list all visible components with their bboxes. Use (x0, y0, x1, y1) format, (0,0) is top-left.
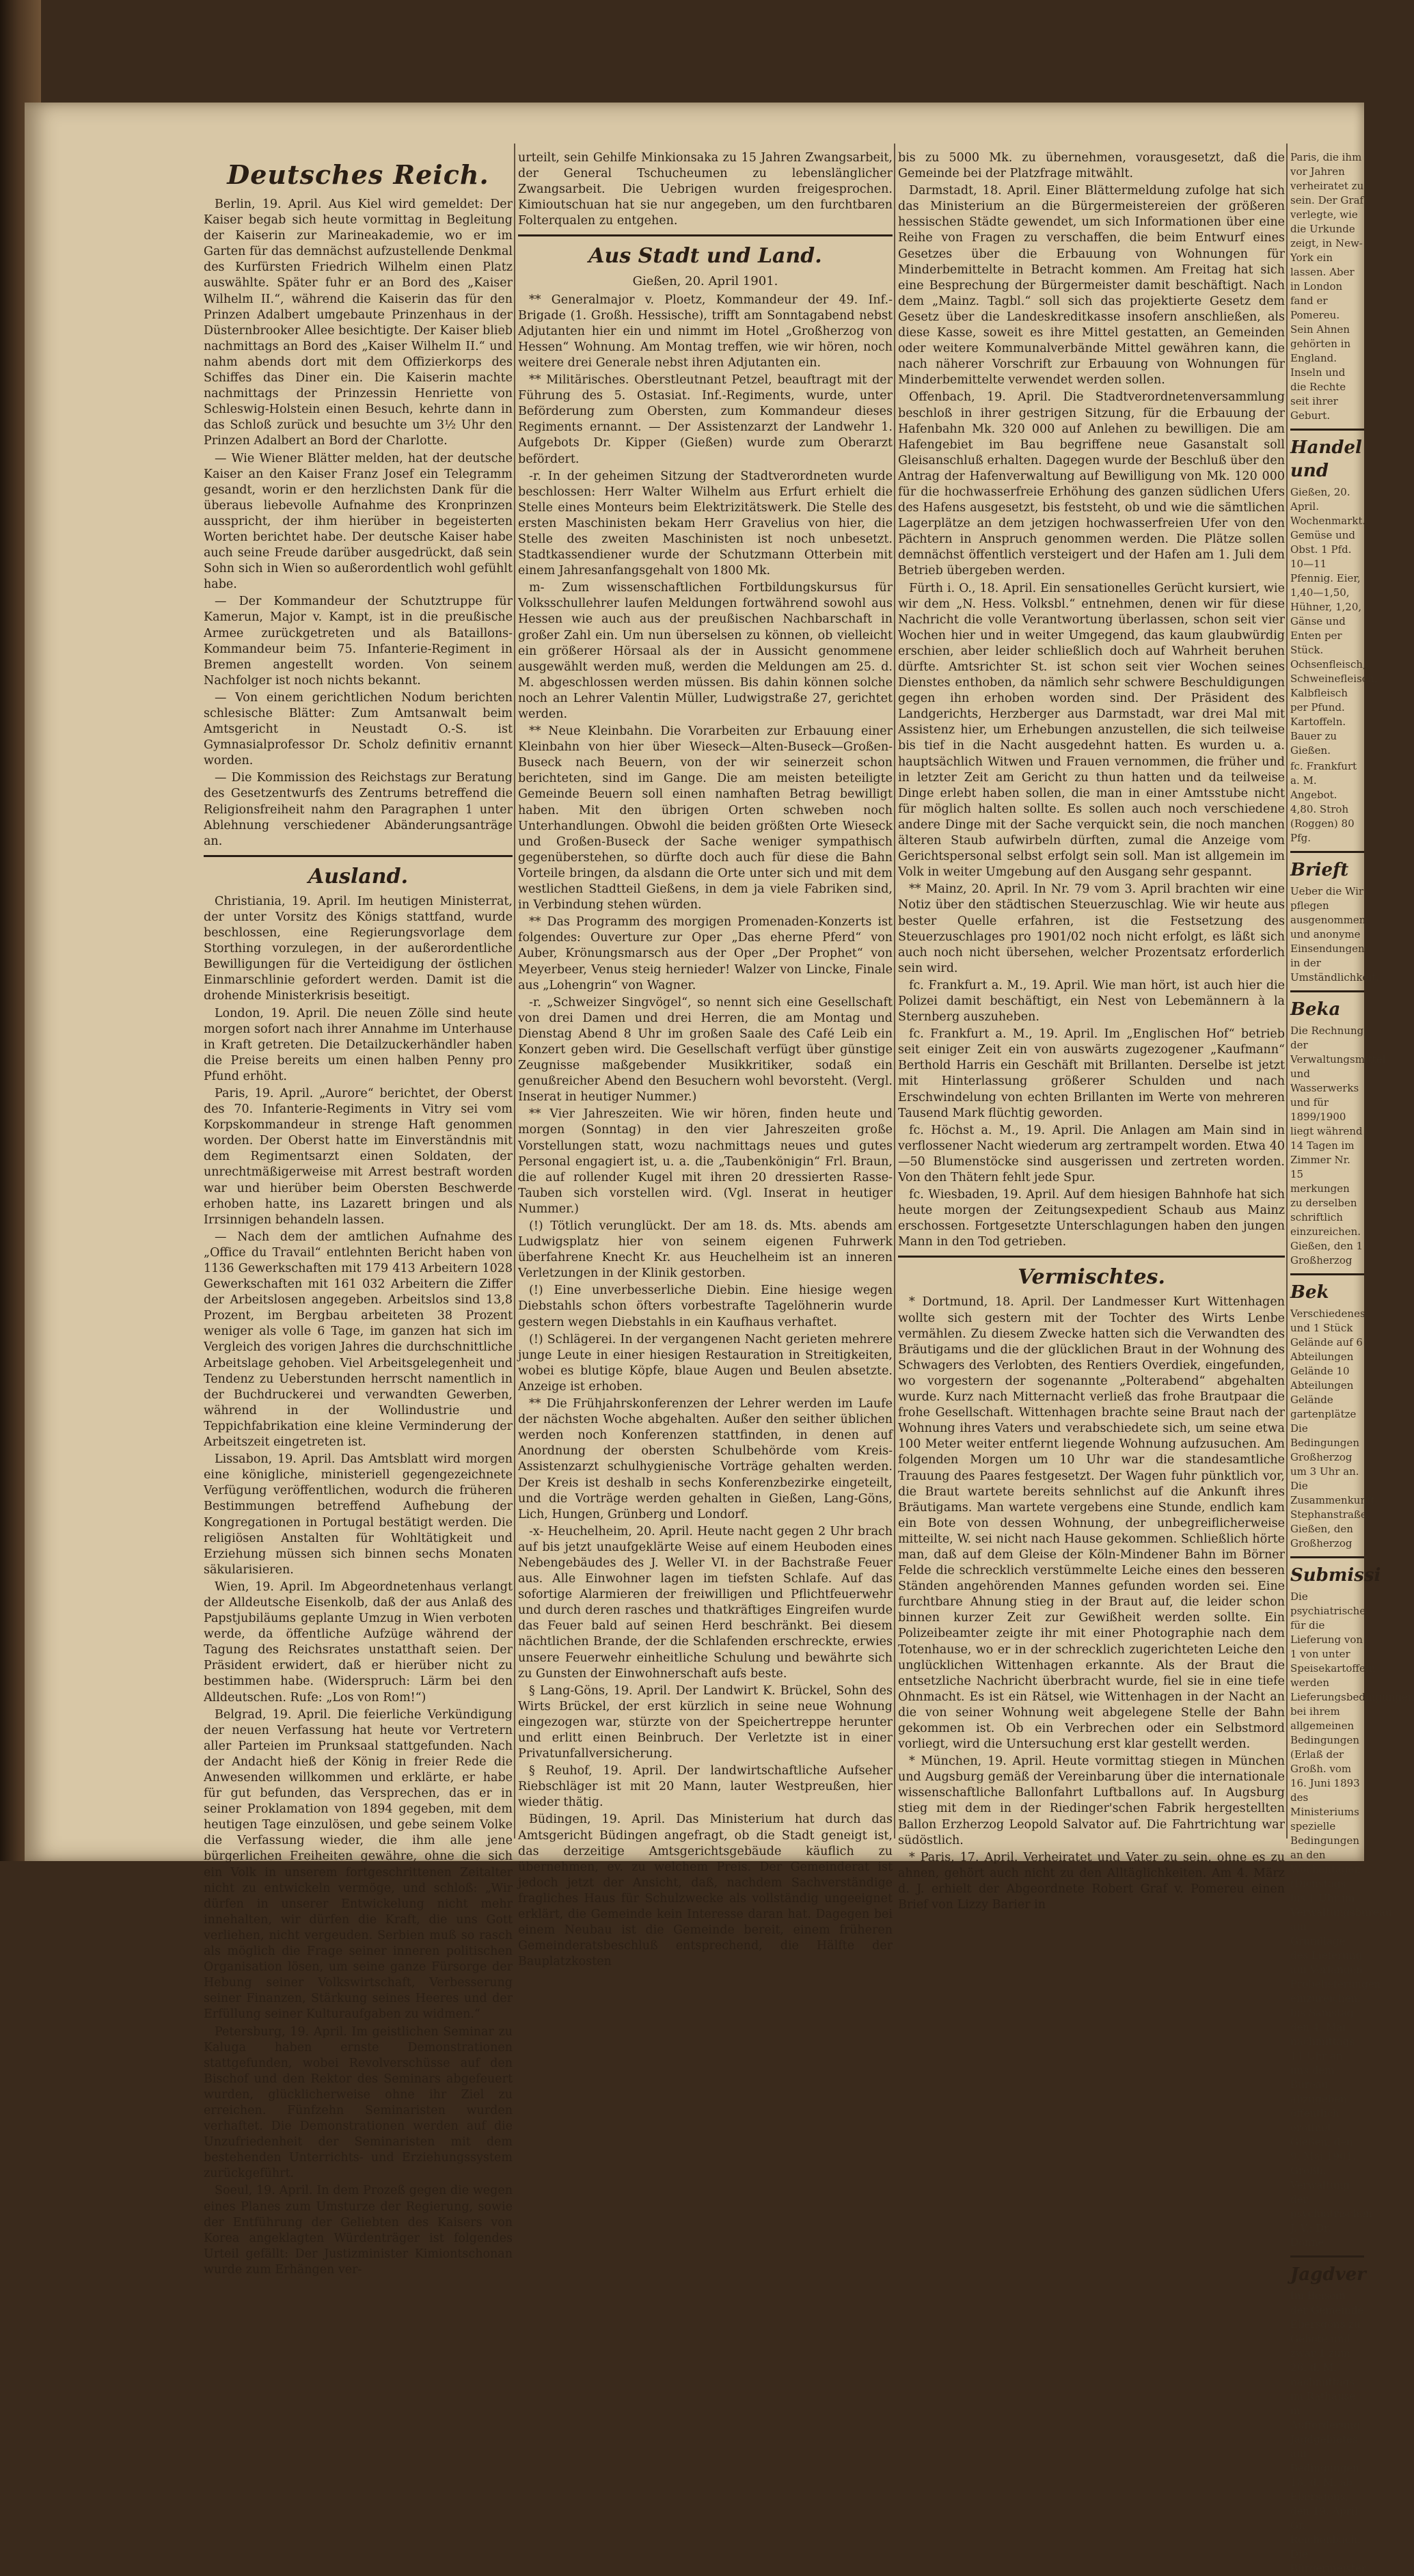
article-paragraph: — Wie Wiener Blätter melden, hat der deutsche Kaiser an den Kaiser Franz Josef ein Telegramm gesandt, worin er den herzlichsten Dank für die überaus liebevolle Aufnahme des Kronprinzen ausspricht, der ihm hierüber in begeisterten Worten berichtet habe. Der deutsche Kaiser habe auch seine Freude darüber ausgedrückt, daß sein Sohn sich in Wien so außerordentlich wohl gefühlt habe. (204, 451, 513, 592)
column-divider (1286, 144, 1288, 1839)
article-paragraph: Paris, 19. April. „Aurore“ berichtet, der Oberst des 70. Infanterie-Regiments in Vitry sei vom Korpskommandeur in strenge Haft genommen worden. Der Oberst hatte im Einverständnis mit dem Regimentsarzt einen Soldaten, der unrechtmäßigerweise mit Arrest bestraft worden war und hierüber beim Obersten Beschwerde erhoben hatte, ins Lazarett bringen und als Irrsinnigen behandeln lassen. (204, 1086, 513, 1227)
article-paragraph: ** Die Frühjahrskonferenzen der Lehrer werden im Laufe der nächsten Woche abgehalten. Außer den seither üblichen werden noch Konferenzen stattfinden, in denen auf Anordnung der obersten Schulbehörde vom Kreis-Assistenzarzt schulhygienische Vorträge gehalten werden. Der Kreis ist deshalb in sechs Konferenzbezirke eingeteilt, und die Vorträge werden gehalten in Gießen, Lang-Göns, Lich, Hungen, Grünberg und Londorf. (518, 1397, 893, 1521)
newspaper-page (25, 103, 1414, 2575)
article-paragraph: ** Generalmajor v. Ploetz, Kommandeur der 49. Inf.-Brigade (1. Großh. Hessische), trifft am Sonntagabend nebst Adjutanten hier ein und nimmt im Hotel „Großherzog von Hessen“ Wohnung. Am Montag treffen, wie wir hören, noch weitere drei Generale nebst ihren Adjutanten ein. (518, 293, 893, 370)
article-paragraph: ** Mainz, 20. April. In Nr. 79 vom 3. April brachten wir eine Notiz über den städtischen Steuerzuschlag. Wie wir heute aus bester Quelle erfahren, ist die Festsetzung des Steuerzuschlages pro 1901/02 noch nicht erfolgt, es läßt sich auch noch nicht übersehen, welcher Prozentsatz erforderlich sein wird. (898, 882, 1285, 975)
section-heading: Aus Stadt und Land. (588, 244, 822, 269)
article-paragraph: § Reuhof, 19. April. Der landwirtschaftliche Aufseher Riebschläger ist mit 20 Mann, lauter Westpreußen, hier wieder thätig. (518, 1764, 893, 1810)
article-paragraph: m- Zum wissenschaftlichen Fortbildungskursus für Volksschullehrer laufen Meldungen fortwährend sowohl aus Hessen wie auch aus der preußischen Nachbarschaft in großer Zahl ein. Um nun überselsen zu können, ob vielleicht ein größerer Hörsaal als der in Aussicht genommene ausgewählt werden muß, werden die Meldungen am 25. d. M. abgeschlossen werden müssen. Bis dahin können solche noch an Lehrer Valentin Müller, Ludwigstraße 27, gerichtet werden. (518, 581, 893, 721)
article-paragraph: Die psychiatrische für die Lieferung von 1 von unter Speisekartoffeln werden Lieferungsbedingungen bei ihrem allgemeinen Bedingungen (Erlaß der Großh. vom 16. Juni 1893 des Ministeriums spezielle Bedingungen an den Wochentagen (Dienstags bis 1 Uhr im Verwaltungsbureau auf Grundlage des Lieferung auf Verlangen Probelieferungen einzureichen. bis Samstag den 4. Mai nachmittags 11 Uhr an uns dem Bureau abzugeben öffentlich eröffnet. Gießen, den 9. Mai 1901. Großh. Verwaltung der psychiatrischen J. V.: Dr. Donne (1290, 1590, 1414, 2249)
article-paragraph: Verschiedenes und 1 Stück Gelände auf 6 Abteilungen Gelände 10 Abteilungen Gelände gartenplätze Die Bedingungen Großherzog um 3 Uhr an. Die Zusammenkunft Stephanstraße. Gießen, den Großherzog (1290, 1307, 1375, 1549)
article-paragraph: fc. Frankfurt a. M., 19. April. Wie man hört, ist auch hier die Polizei damit beschäftigt, ein Nest von Lebemännern à la Sternberg auszuheben. (898, 978, 1285, 1025)
article-paragraph: (!) Eine unverbesserliche Diebin. Eine hiesige wegen Diebstahls schon öfters vorbestrafte Tagelöhnerin wurde gestern wegen Diebstahls in ein Kaufhaus verhaftet. (518, 1284, 893, 1329)
article-paragraph: Christiania, 19. April. Im heutigen Ministerrat, der unter Vorsitz des Königs stattfand, wurde beschlossen, eine Regierungsvorlage dem Storthing vorzulegen, in der außerordentliche Bewilligungen für die Verteidigung der östlichen Einmarschlinie gefordert werden. Damit ist die drohende Ministerkrisis beseitigt. (204, 894, 513, 1003)
article-paragraph: (!) Tötlich verunglückt. Der am 18. ds. Mts. abends am Ludwigsplatz hier von seinem eigenen Fuhrwerk überfahrene Knecht Kr. aus Heuchelheim ist an inneren Verletzungen in der Klinik gestorben. (518, 1219, 893, 1281)
article-paragraph: fc. Frankfurt a. M., 19. April. Im „Englischen Hof“ betrieb seit einiger Zeit ein von auswärts zugezogener „Kaufmann“ Berthold Harris ein Geschäft mit Brillanten. Derselbe ist jetzt mit Hinterlassung größerer Schulden und nach Erschwindelung von echten Brillanten im Werte von mehreren Tausend Mark flüchtig geworden. (898, 1027, 1285, 1120)
edge-heading: Beka (1290, 999, 1341, 1020)
section-heading: Vermischtes. (1018, 1265, 1165, 1290)
section-rule (1290, 1273, 1364, 1275)
edge-heading: Brieft (1290, 860, 1349, 880)
article-paragraph: London, 19. April. Die neuen Zölle sind heute morgen sofort nach ihrer Annahme im Unterhause in Kraft getreten. Die Detailzuckerhändler haben die Preise bereits um einen halben Penny pro Pfund erhöht. (204, 1006, 513, 1083)
dateline: Gießen, 20. April 1901. (632, 274, 778, 289)
article-paragraph: * München, 19. April. Heute vormittag stiegen in München und Augsburg gemäß der Vereinbarung über die internationale wissenschaftliche Ballonfahrt Luftballons auf. In Augsburg stieg mit dem in der Riedinger'schen Fabrik hergestellten Ballon Erzherzog Leopold Salvator auf. Die Fahrtrichtung war südöstlich. (898, 1754, 1285, 1847)
column-4-cropped-edge (1290, 150, 1414, 2575)
article-paragraph: Wien, 19. April. Im Abgeordnetenhaus verlangt der Alldeutsche Eisenkolb, daß der aus Anlaß des Papstjubiläums geplante Umzug in Wien verboten werde, da öffentliche Aufzüge während der Tagung des Reichsrates unstatthaft seien. Der Präsident erwidert, daß er hierüber nicht zu bestimmen habe. (Widerspruch: Lärm bei den Alldeutschen. Rufe: „Los von Rom!“) (204, 1580, 513, 1705)
column-3 (898, 150, 1285, 1912)
column-1 (204, 150, 513, 2277)
section-heading: Ausland. (308, 864, 409, 889)
section-heading: Deutsches Reich. (227, 159, 489, 190)
section-rule (1290, 429, 1364, 431)
article-paragraph: bis zu 5000 Mk. zu übernehmen, vorausgesetzt, daß die Gemeinde bei der Platzfrage mitwählt. (898, 151, 1285, 181)
article-paragraph: — Nach dem der amtlichen Aufnahme des „Office du Travail“ entlehnten Bericht haben von 1136 Gewerkschaften mit 179 413 Arbeitern 1028 Gewerkschaften mit 161 032 Arbeitern die Ziffer der Arbeitslosen angegeben. Arbeitslos sind 13,8 Prozent, im Bergbau arbeiteten 38 Prozent weniger als volle 6 Tage, im ganzen hat sich im Vergleich des vorigen Jahres die durchschnittliche Arbeitslage gehoben. Viel Arbeitsgelegenheit und Tendenz zu Ueberstunden herrscht namentlich in der Buchdruckerei und verwandten Gewerben, während in der Wollindustrie und Teppichfabrikation eine kleine Verminderung der Arbeitszeit eingetreten ist. (204, 1230, 513, 1450)
article-paragraph: Lissabon, 19. April. Das Amtsblatt wird morgen eine königliche, ministeriell gegengezeichnete Verfügung veröffentlichen, wodurch die früheren Bestimmungen betreffend Aufhebung der Kongregationen in Portugal bestätigt werden. Die religiösen Anstalten für Wohltätigkeit und Erziehung müssen sich binnen sechs Monaten säkularisieren. (204, 1452, 513, 1577)
section-rule (1290, 2255, 1364, 2258)
article-paragraph: Berlin, 19. April. Aus Kiel wird gemeldet: Der Kaiser begab sich heute vormittag in Begleitung der Kaiserin zur Marineakademie, wo er im Garten für das demnächst aufzustellende Denkmal des Kurfürsten Friedrich Wilhelm einen Platz auswählte. Später fuhr er an Bord des „Kaiser Wilhelm II.“, während die Kaiserin das für den Prinzen Adalbert umgebaute Prinzenhaus in der Düsternbrooker Allee besichtigte. Der Kaiser blieb nachmittags an Bord des „Kaiser Wilhelm II.“ und nahm abends dort mit dem Offizierkorps des Schiffes das Diner ein. Die Kaiserin machte nachmittags der Prinzessin Henriette von Schleswig-Holstein einen Besuch, kehrte dann in das Schloß zurück und besuchte um 3½ Uhr den Prinzen Adalbert an Bord der Charlotte. (204, 198, 513, 448)
article-paragraph: Fürth i. O., 18. April. Ein sensationelles Gerücht kursiert, wie wir dem „N. Hess. Volksbl.“ entnehmen, denen wir für diese Nachricht die volle Verantwortung überlassen, schon seit vier Wochen hier und in weiter Umgegend, das kaum glaubwürdig erschien, aber leider schließlich doch auf Wahrheit beruhen dürfte. Amtsrichter St. ist schon seit vier Wochen seines Dienstes enthoben, da nämlich sehr schwere Beschuldigungen gegen ihn erhoben worden sind. Der Präsident des Landgerichts, Herzberger aus Darmstadt, war drei Mal mit Assistenz hier, um Erhebungen anzustellen, die sich teilweise bis tief in die Nacht ausgedehnt hatten. Es wurden u. a. hauptsächlich Witwen und Frauen vernommen, die früher und in letzter Zeit am Gericht zu thun hatten und da teilweise Dinge erlebt haben sollen, die man in einer Amtsstube nicht für möglich halten sollte. Es sollen auch noch verschiedene andere Dinge mit der Sache verquickt sein, die noch manchen älteren Staub aufwirbeln dürften, zumal die Anzeige vom Gerichtspersonal selbst erfolgt sein soll. Man ist allgemein im Volk in weiter Umgebung auf den Ausgang sehr gespannt. (898, 581, 1285, 880)
edge-heading: Bek (1290, 1282, 1329, 1303)
article-paragraph: (!) Schlägerei. In der vergangenen Nacht gerieten mehrere junge Leute in einer hiesigen Restauration in Streitigkeiten, wobei es blutige Köpfe, blaue Augen und Beulen absetzte. Anzeige ist erhoben. (518, 1332, 893, 1394)
article-paragraph: ** Neue Kleinbahn. Die Vorarbeiten zur Erbauung einer Kleinbahn von hier über Wieseck—Alten-Buseck—Großen-Buseck nach Beuern, von der wir seinerzeit schon berichteten, sind im Gange. Die am meisten beteiligte Gemeinde Beuern soll einen namhaften Betrag bewilligt haben. Mit den übrigen Orten schweben noch Unterhandlungen. Obwohl die beiden größten Orte Wieseck und Großen-Buseck der Sache weniger sympathisch gegenüberstehen, so dürfte doch auch für diese die Bahn Vorteile bringen, da alsdann die Orte unter sich und mit dem westlichen Stadtteil Gießens, in dem ja viele Fabriken sind, in Verbindung stehen würden. (518, 724, 893, 912)
article-paragraph: Im Beisein der Gemeinde Ebersgöns zu Gebote und zwar 1 zum 26. d. M. nachmittags im Rathause in Aufforderung Jagdgebietes auf Bedingungen 18. d. M. ab Ebersgöns, den 19. April Gr. Reichenbach. Die Bürgermeister. (1290, 2290, 1369, 2575)
edge-heading: Jagdver (1290, 2264, 1366, 2285)
article-paragraph: Soeul, 19. April. In dem Prozeß gegen die wegen eines Planes zum Umsturze der Regierung, sowie der Entführung der Geliebten des Kaisers von Korea angeklagten Würdenträger ist folgendes Urteil gefällt: Der Justizminister Kimiontschonan wurde zum Erhängen ver- (204, 2184, 513, 2277)
article-paragraph: § Lang-Göns, 19. April. Der Landwirt K. Brückel, Sohn des Wirts Brückel, der erst kürzlich in seine neue Wohnung eingezogen war, stürzte von der Speichertreppe herunter und erlitt einen Beinbruch. Der Verletzte ist in einer Privatunfallversicherung. (518, 1683, 893, 1761)
article-paragraph: Offenbach, 19. April. Die Stadtverordnetenversammlung beschloß in ihrer gestrigen Sitzung, für die Erbauung der Hafenbahn Mk. 320 000 auf Anlehen zu bewilligen. Die am Hafengebiet im Bau begriffene neue Gasanstalt soll Gleisanschluß erhalten. Dagegen wurde der Beschluß über den Antrag der Hafenverwaltung auf Bewilligung von Mk. 120 000 für die hochwasserfreie Erhöhung des ganzen südlichen Ufers des Hafens ausgesetzt, bis feststeht, ob und wie die sämtlichen Lagerplätze an dem jetzigen hochwasserfreien Ufer von den Pächtern in Anspruch genommen werden. Die Plätze sollen demnächst öffentlich versteigert und der Hafen am 1. Juli dem Betrieb übergeben werden. (898, 390, 1285, 578)
article-paragraph: Darmstadt, 18. April. Einer Blättermeldung zufolge hat sich das Ministerium an die Bürgermeistereien der größeren hessischen Städte gewendet, um sich Informationen über eine Reihe von Fragen zu verschaffen, die beim Entwurf eines Gesetzes über die Erbauung von Wohnungen für Minderbemittelte in Betracht kommen. Am Freitag hat sich eine Besprechung der Bürgermeister damit beschäftigt. Nach dem „Mainz. Tagbl.“ soll sich das projektierte Gesetz dem Gesetz über die Landeskreditkasse insofern anschließen, als diese Kasse, soweit es ihre Mittel gestatten, an Gemeinden oder weitere Kommunalverbände Mittel gewähren kann, die nach näherer Vorschrift zur Erbauung von Wohnungen für Minderbemittelte verwendet werden sollen. (898, 184, 1285, 388)
article-paragraph: fc. Wiesbaden, 19. April. Auf dem hiesigen Bahnhofe hat sich heute morgen der Zeitungsexpedient Schaub aus Mainz erschossen. Fortgesetzte Unterschlagungen haben den jungen Mann in den Tod getrieben. (898, 1188, 1285, 1249)
article-paragraph: — Von einem gerichtlichen Nodum berichten schlesische Blätter: Zum Amtsanwalt beim Amtsgericht in Neustadt O.-S. ist Gymnasialprofessor Dr. Scholz definitiv ernannt worden. (204, 690, 513, 768)
article-paragraph: * Paris, 17. April. Verheiratet und Vater zu sein, ohne es zu ahnen, gehört auch nicht zu den Alltäglichkeiten. Am 4. März d. J. erhielt der Abgeordnete Robert Graf v. Pomereu einen Brief von Lizzy Barier in (898, 1850, 1285, 1912)
article-paragraph: Petersburg, 19. April. Im geistlichen Seminar zu Kaluga haben ernste Demonstrationen stattgefunden, wobei Revolverschüsse auf den Bischof und den Rektor des Seminars abgefeuert wurden, glücklicherweise ohne ihr Ziel zu erreichen. Fünfzehn Seminaristen wurden verhaftet. Die Demonstrationen werden auf die Unzufriedenheit der Seminaristen mit dem bestehenden Unterrichts- und Erziehungssystem zurückgeführt. (204, 2024, 513, 2181)
article-paragraph: ** Vier Jahreszeiten. Wie wir hören, finden heute und morgen (Sonntag) in den vier Jahreszeiten große Vorstellungen statt, wozu nachmittags neues und gutes Personal engagiert ist, u. a. die „Taubenkönigin“ Frl. Braun, die auf rollender Kugel mit ihren 20 dressierten Rasse-Tauben sich vorstellen wird. (Vgl. Inserat in heutiger Nummer.) (518, 1107, 893, 1216)
article-paragraph: ** Militärisches. Oberstleutnant Petzel, beauftragt mit der Führung des 5. Ostasiat. Inf.-Regiments, wurde, unter Beförderung zum Obersten, zum Kommandeur dieses Regiments ernannt. — Der Assistenzarzt der Landwehr 1. Aufgebots Dr. Kipper (Gießen) wurde zum Oberarzt befördert. (518, 373, 893, 466)
article-paragraph: Belgrad, 19. April. Die feierliche Verkündigung der neuen Verfassung hat heute vor Vertretern aller Parteien im Prunksaal stattgefunden. Nach der Andacht hieß der König in freier Rede die Anwesenden willkommen und erklärte, er habe für gut befunden, das Versprechen, das er in seiner Proklamation von 1894 gegeben, mit dem heutigen Tage einzulösen, und gebe seinem Volke die Verfassung wieder, die ihm alle jene bürgerlichen Freiheiten gewähre, ohne die sich ein Volk in unserem fortgeschrittenen Zeitalter nicht zu entwickeln vermöge, und schloß: „Wir dürfen in unserer Entwickelung nicht mehr innehalten, wir dürfen die Kraft, die uns Gott verliehen, nicht vergeuden. Serbien muß so rasch als möglich die Frage seiner inneren politischen Organisation lösen, um seine ganze Fürsorge der Hebung seiner Volkswirtschaft, Verbesserung seiner Finanzen, Stärkung seines Heeres und der Erfüllung seiner Kulturaufgaben zu widmen.“ (204, 1707, 513, 2022)
section-rule (518, 234, 893, 236)
article-paragraph: -x- Heuchelheim, 20. April. Heute nacht gegen 2 Uhr brach auf bis jetzt unaufgeklärte Weise auf einem Heuboden eines Nebengebäudes des J. Weller VI. in der Bachstraße Feuer aus. Alle Einwohner lagen im tiefsten Schlafe. Auf das sofortige Alarmieren der freiwilligen und Pflichtfeuerwehr und durch deren rasches und thatkräftiges Eingreifen wurde das Feuer bald auf seinen Herd beschränkt. Bei diesem nächtlichen Brande, der die Schlafenden erschreckte, erwies unsere Feuerwehr einheitliche Schulung und bewährte sich zu Gunsten der Einwohnerschaft aufs beste. (518, 1524, 893, 1681)
article-paragraph: Die Rechnung der Verwaltungsmittel und Wasserwerks und für 1899/1900 liegt während 14 Tagen im Zimmer Nr. 15 merkungen zu derselben schriftlich einzureichen. Gießen, den 1 Großherzog (1290, 1025, 1386, 1266)
column-2 (518, 150, 893, 1969)
column-divider (514, 144, 515, 1839)
edge-heading: Submissi (1290, 1565, 1381, 1586)
article-paragraph: -r. „Schweizer Singvögel“, so nennt sich eine Gesellschaft von drei Damen und drei Herren, die am Montag und Dienstag Abend 8 Uhr im großen Saale des Café Leib ein Konzert geben wird. Die Gesellschaft verfügt über günstige Zeugnisse maßgebender Musikkritiker, sodaß ein genußreicher Abend den Besuchern wohl bevorsteht. (Vergl. Inserat in heutiger Nummer.) (518, 995, 893, 1104)
section-rule (1290, 851, 1364, 853)
column-divider (894, 144, 895, 1839)
article-paragraph: — Der Kommandeur der Schutztruppe für Kamerun, Major v. Kampt, ist in die preußische Armee zurückgetreten und als Bataillons-Kommandeur beim 75. Infanterie-Regiment in Bremen angestellt worden. Von seinem Nachfolger ist noch nichts bekannt. (204, 595, 513, 688)
section-rule (898, 1256, 1285, 1258)
article-paragraph: urteilt, sein Gehilfe Minkionsaka zu 15 Jahren Zwangsarbeit, der General Tschucheumen zu lebenslänglicher Zwangsarbeit. Die Uebrigen wurden freigesprochen. Kimioutschuan hat sie nur angegeben, um den furchtbaren Folterqualen zu entgehen. (518, 151, 893, 228)
article-paragraph: Paris, die ihm vor Jahren verheiratet zu sein. Der Graf verlegte, wie die Urkunde zeigt, in New-York ein lassen. Aber in London fand er Pomereu. Sein Ahnen gehörten in England. Inseln und die Rechte seit ihrer Geburt. (1290, 151, 1364, 422)
article-paragraph: fc. Höchst a. M., 19. April. Die Anlagen am Main sind in verflossener Nacht wiederum arg zertrampelt worden. Etwa 40—50 Blumenstöcke sind ausgerissen und zertreten worden. Von den Thätern fehlt jede Spur. (898, 1123, 1285, 1184)
section-rule (204, 855, 513, 857)
section-rule (1290, 990, 1364, 992)
article-paragraph: ** Das Programm des morgigen Promenaden-Konzerts ist folgendes: Ouverture zur Oper „Das eherne Pferd“ von Auber, Krönungsmarsch aus der Oper „Der Prophet“ von Meyerbeer, Venus steig hernieder! Walzer von Lincke, Finale aus „Lohengrin“ von Wagner. (518, 915, 893, 992)
article-paragraph: Ueber die Wir pflegen ausgenommen und anonyme Einsendungen in der Umständlichkeit. (1290, 885, 1380, 984)
edge-heading: Handel und (1290, 437, 1362, 481)
article-paragraph: -r. In der geheimen Sitzung der Stadtverordneten wurde beschlossen: Herr Walter Wilhelm aus Erfurt erhielt die Stelle eines Monteurs beim Elektrizitätswerk. Die Stelle des ersten Maschinisten bekam Herr Gravelius von hier, die Stelle des zweiten Maschinisten ist noch unbesetzt. Stadtkassendiener wurde der Schutzmann Otterbein mit einem Jahresanfangsgehalt von 1800 Mk. (518, 469, 893, 578)
section-rule (1290, 1556, 1364, 1558)
article-paragraph: Büdingen, 19. April. Das Ministerium hat durch das Amtsgericht Büdingen angefragt, ob die Stadt geneigt ist, das derzeitige Amtsgerichtsgebäude käuflich zu übernehmen, ev. zu welchem Preis. Der Gemeinderat ist jedoch jetzt der Ansicht, daß, nachdem Sachverständige fragliches Haus für Schulzwecke als vollständig ungeeignet erklärt, die Gemeinde kein Interesse daran hat. Dagegen bei einem Neubau ist die Gemeinde bereit, einem früheren Gemeinderatsbeschluß entsprechend, die Hälfte der Bauplatzkosten (518, 1813, 893, 1969)
article-paragraph: — Die Kommission des Reichstags zur Beratung des Gesetzentwurfs des Zentrums betreffend die Religionsfreiheit nahm den Paragraphen 1 unter Ablehnung verschiedener Abänderungsanträge an. (204, 771, 513, 848)
article-paragraph: * Dortmund, 18. April. Der Landmesser Kurt Wittenhagen wollte sich gestern mit der Tochter des Wirts Lenbe vermählen. Zu diesem Zwecke hatten sich die Verwandten des Bräutigams und die der glücklichen Braut in der Wohnung des Schwagers des Verlobten, des Rentiers Overdiek, eingefunden, wo vorgestern der sogenannte „Polterabend“ abgehalten wurde. Kurz nach Mitternacht verließ das frohe Brautpaar die frohe Gesellschaft. Wittenhagen brachte seine Braut nach der Wohnung ihres Vaters und verabschiedete sich, um seine etwa 100 Meter weiter entfernt liegende Wohnung aufzusuchen. Am folgenden Morgen um 10 Uhr war die standesamtliche Trauung des Paares festgesetzt. Der Wagen fuhr pünktlich vor, die Braut wartete bereits sehnlichst auf die Ankunft ihres Bräutigams. Man wartete vergebens eine Stunde, endlich kam ein Bote von dessen Wohnung, der unbegreiflicherweise mitteilte, W. sei nicht nach Hause gekommen. Schließlich hörte man, daß auf dem Gleise der Köln-Mindener Bahn im Börner Felde die schrecklich verstümmelte Leiche eines den besseren Ständen angehörenden Mannes gefunden worden sei. Eine furchtbare Ahnung stieg in der Braut auf, die leider schon binnen kurzer Zeit zur Gewißheit werden sollte. Ein Polizeibeamter zeigte ihr mit einer Photographie nach dem Totenhause, wo er in der schrecklich zugerichteten Leiche den unglücklichen Wittenhagen erkannte. Als der Braut die entsetzliche Nachricht überbracht wurde, fiel sie in eine tiefe Ohnmacht. Es ist ein Rätsel, wie Wittenhagen in der Nacht an die von seiner Wohnung weit abgelegene Stelle der Bahn gekommen ist. Ob ein Verbrechen oder ein Selbstmord vorliegt, wird die Untersuchung erst klar gestellt werden. (898, 1295, 1285, 1752)
article-paragraph: fc. Frankfurt a. M. Angebot. 4,80. Stroh (Roggen) 80 Pfg. (1290, 760, 1357, 844)
article-paragraph: Gießen, 20. April. Wochenmarkt. Gemüse und Obst. 1 Pfd. 10—11 Pfennig. Eier, 1,40—1,50, Hühner, 1,20, Gänse und Enten per Stück. Ochsenfleisch, Schweinefleisch, Kalbfleisch per Pfund. Kartoffeln. Bauer zu Gießen. (1290, 486, 1378, 757)
